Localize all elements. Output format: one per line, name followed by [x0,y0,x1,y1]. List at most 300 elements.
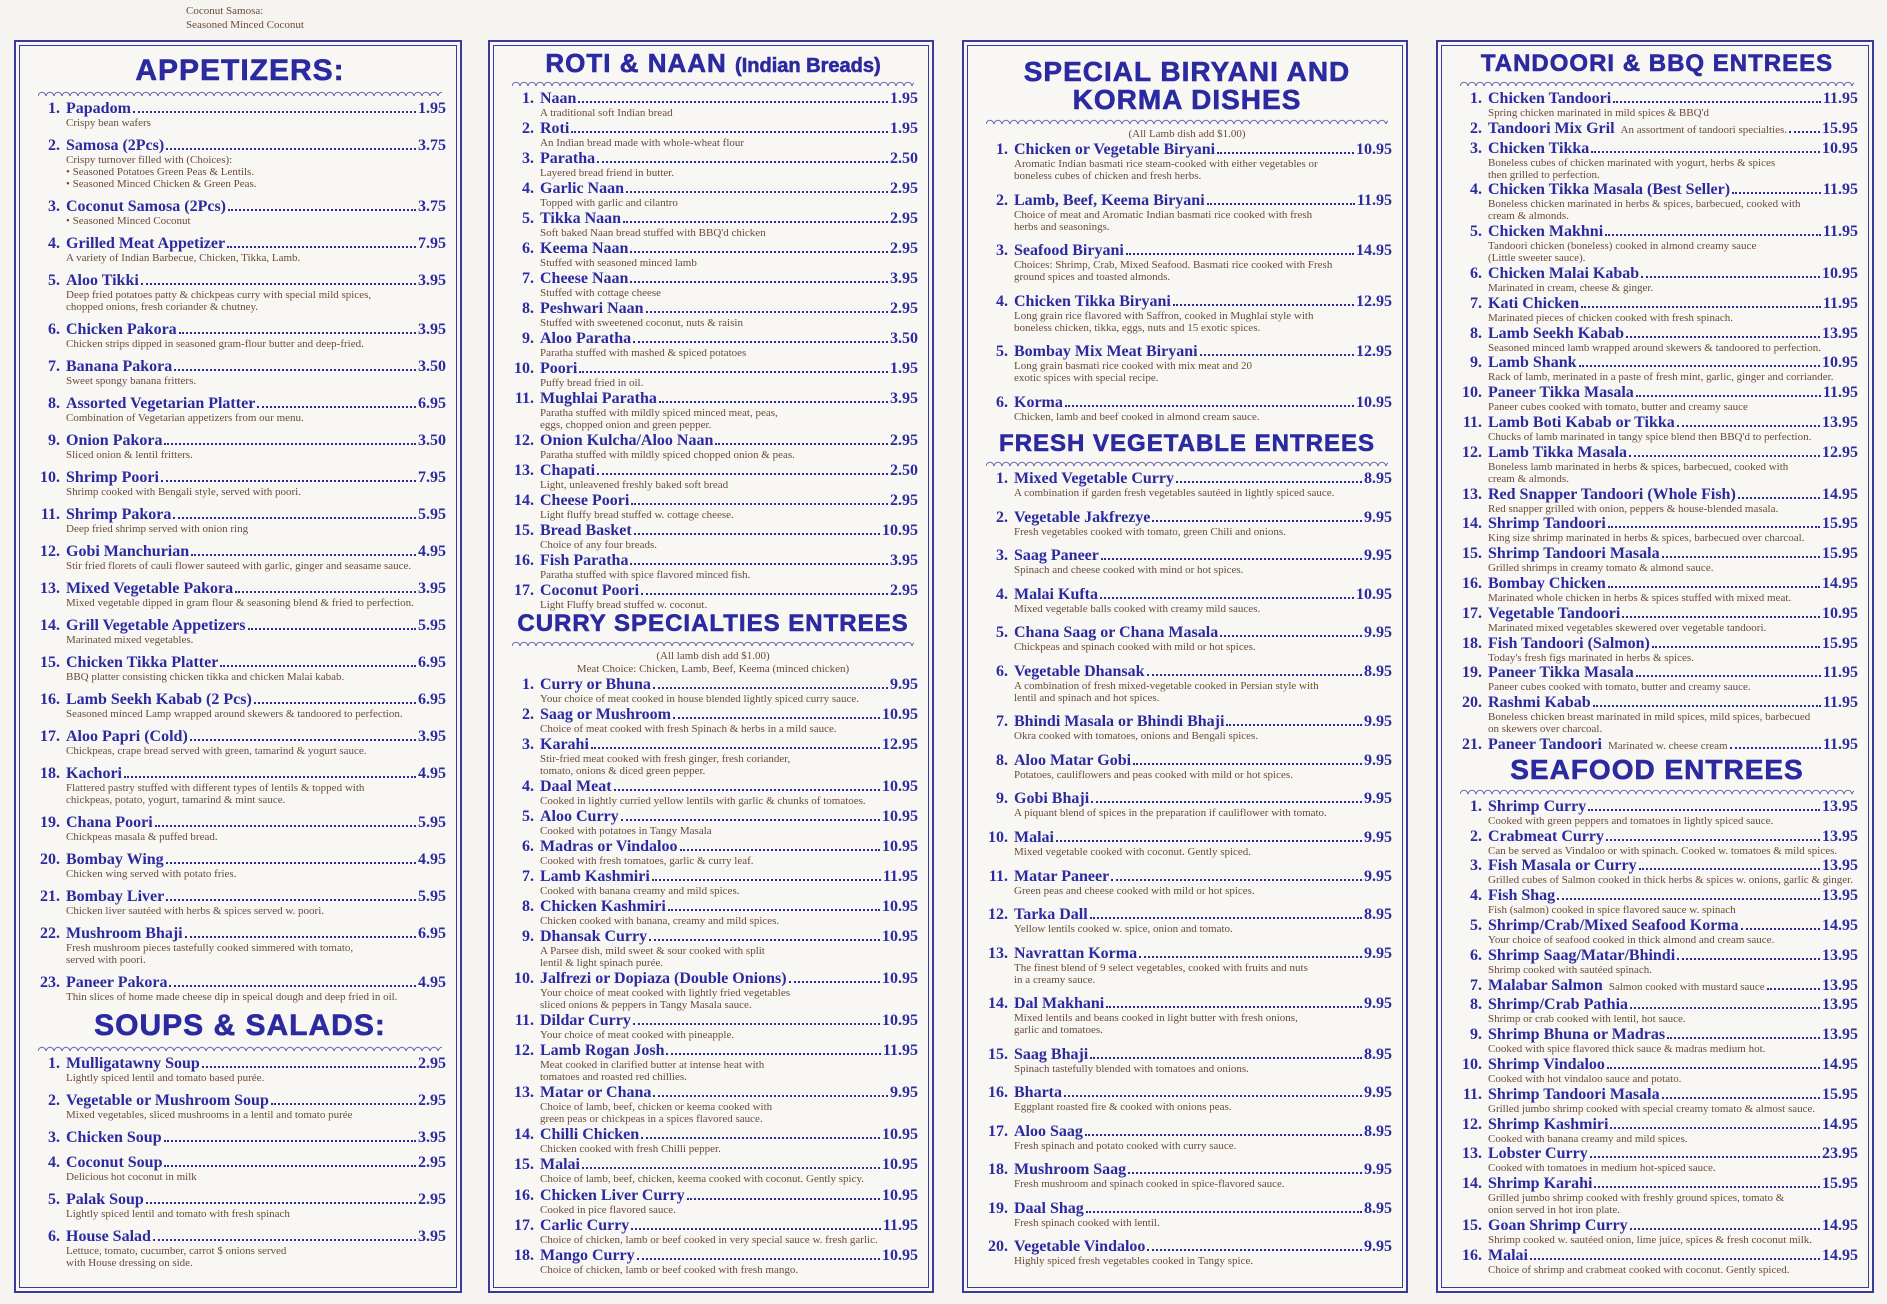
menu-item [1456,1217,1858,1246]
item-name: Chicken Makhni [1488,223,1604,241]
item-price: 13.95 [1822,324,1858,342]
menu-item [34,888,446,917]
item-number: 13. [514,1084,534,1102]
item-description: Seasoned minced lamb wrapped around skewers & tandoored to perfection. [1488,341,1821,354]
item-description: chickpeas, potato, yogurt, tamarind & mint sauce. [66,794,286,806]
menu-item-row [34,432,446,449]
item-name: Malai [1014,828,1054,846]
item-price: 3.50 [418,358,446,375]
menu-item-row [1456,977,1858,996]
item-description: Fresh mushroom pieces tastefully cooked simmered with tomato, [66,942,354,954]
menu-item [508,120,918,149]
section-title [508,50,918,76]
menu-item [508,270,918,299]
dot-leader [1594,1186,1820,1188]
item-price: 12.95 [1356,343,1392,361]
item-number: 7. [996,713,1008,731]
item-description: Cooked with banana creamy and mild spices. [540,885,740,898]
item-number: 7. [48,358,60,375]
menu-item [1456,575,1858,604]
item-price: 2.95 [418,1092,446,1109]
menu-item [508,90,918,119]
item-name: Chicken or Vegetable Biryani [1014,141,1216,158]
item-name: Roti [540,120,570,138]
section-note: (All lamb dish add $1.00) [656,650,770,663]
item-name: Lamb Rogan Josh [540,1042,665,1060]
menu-item-row [982,470,1392,487]
item-price: 13.95 [1822,946,1858,964]
menu-item-row [34,851,446,868]
dot-leader [1147,1249,1362,1251]
item-description: sliced onions & peppers in Tangy Masala sauce. [540,999,752,1012]
menu-item-row [34,814,446,831]
item-name: Saag Paneer [1014,547,1099,565]
menu-item-row [982,868,1392,885]
item-number: 22. [40,925,60,942]
item-number: 17. [1462,604,1482,622]
item-number: 13. [988,944,1008,962]
item-name: Onion Kulcha/Aloo Naan [540,432,714,450]
item-description: A Parsee dish, mild sweet & sour cooked with split [540,945,765,958]
item-price: 10.95 [1822,354,1858,372]
item-price: 10.95 [882,1012,918,1030]
menu-item [1456,265,1858,294]
item-number: 16. [514,1186,534,1204]
item-description: Flattered pastry stuffed with different types of lentils & topped with [66,782,365,794]
item-price: 10.95 [882,970,918,988]
item-name: Chicken Malai Kabab [1488,264,1640,282]
menu-item-row [1456,223,1858,240]
menu-item-row [1456,635,1858,652]
dot-leader [1133,763,1362,765]
item-number: 5. [48,272,60,289]
item-number: 4. [48,1154,60,1171]
menu-item [982,1238,1392,1267]
item-description: An Indian bread made with whole-wheat flour [540,137,745,150]
menu-item [982,509,1392,538]
section-title [1456,52,1858,76]
dot-leader [578,101,888,103]
menu-item-row [508,240,918,257]
menu-item [982,713,1392,742]
menu-item-row [34,1191,446,1208]
item-name: House Salad [66,1228,151,1245]
item-price: 11.95 [882,1216,918,1234]
item-name: Bombay Wing [66,851,164,868]
item-name: Red Snapper Tandoori (Whole Fish) [1488,485,1736,503]
dot-leader [1636,675,1821,677]
item-number: 11. [40,506,60,523]
item-description: Choice of lamb, beef, chicken, keema cooked with coconut. Gently spicy. [540,1173,864,1186]
dot-leader [631,1228,881,1230]
item-name: Malai [1488,1246,1528,1264]
item-number: 6. [1470,264,1482,282]
item-description: Puffy bread fried in oil. [540,377,644,390]
item-description: garlic and tomatoes. [1014,1024,1103,1037]
item-number: 4. [1470,181,1482,199]
menu-item-row [508,1217,918,1234]
item-name: Aloo Matar Gobi [1014,751,1132,769]
dot-leader [1200,354,1354,356]
item-description: Your choice of meat cooked with lightly fried vegetables [540,987,790,1000]
item-name: Aloo Curry [540,808,619,826]
menu-item [1456,1086,1858,1115]
item-price: 2.95 [890,432,918,450]
item-number: 3. [48,1129,60,1146]
item-description: Your choice of meat cooked in house blended lightly spiced curry sauce. [540,693,860,706]
menu-item [508,390,918,431]
item-price: 2.95 [890,210,918,228]
menu-item-row [508,1012,918,1029]
item-description: Cooked in pice flavored sauce. [540,1203,676,1216]
menu-item [34,100,446,129]
item-price: 10.95 [882,522,918,540]
item-name: Bread Basket [540,522,632,540]
menu-item [508,808,918,837]
item-price: 5.95 [418,814,446,831]
menu-item-row [34,1092,446,1109]
item-number: 7. [1470,976,1482,994]
item-description: then grilled to perfection. [1488,168,1600,181]
item-name: Chicken Soup [66,1129,162,1146]
menu-item-row [982,713,1392,730]
wave-divider [38,88,442,96]
item-description: King size shrimp marinated in herbs & spices, barbecued over charcoal. [1488,532,1805,545]
item-price: 14.95 [1822,1246,1858,1264]
menu-item-row [34,358,446,375]
item-description: on skewers over charcoal. [1488,723,1603,736]
item-number: 5. [1470,916,1482,934]
item-name: Rashmi Kabab [1488,694,1591,712]
menu-item-row [508,1156,918,1173]
item-name: Fish Masala or Curry [1488,857,1637,875]
item-description: Shrimp cooked with Bengali style, served with poori. [66,486,301,498]
dot-leader [646,311,888,313]
item-number: 3. [1470,857,1482,875]
item-name: Dildar Curry [540,1012,631,1030]
dot-leader [641,1137,880,1139]
item-description: Light fluffy bread stuffed w. cottage cheese. [540,509,734,522]
menu-item-row [508,838,918,855]
section-title [508,612,918,636]
section-title [1456,753,1858,785]
menu-item-row [34,691,446,708]
item-description: Lightly spiced lentil and tomato based purée. [66,1072,265,1084]
menu-item-row [508,90,918,107]
section-title-text: SPECIAL BIRYANI AND KORMA DISHES [1023,56,1351,115]
menu-item-row [1456,1247,1858,1264]
item-name: Matar or Chana [540,1084,652,1102]
item-description: Meat cooked in clarified butter at intense heat with [540,1059,765,1072]
menu-item [982,1123,1392,1152]
item-number: 2. [48,1092,60,1109]
item-description: Choice of meat and Aromatic Indian basmati rice cooked with fresh [1014,208,1313,221]
item-name: Samosa (2Pcs) [66,137,165,154]
dot-leader [680,849,881,851]
menu-item [1456,515,1858,544]
item-number: 15. [1462,545,1482,563]
item-price: 6.95 [418,691,446,708]
item-name: Dhansak Curry [540,928,648,946]
item-name: Garlic Naan [540,180,624,198]
item-number: 5. [996,624,1008,642]
item-number: 8. [522,300,534,318]
menu-item-row [982,1046,1392,1063]
item-number: 7. [522,868,534,886]
dot-leader [1613,101,1821,103]
item-number: 2. [48,137,60,154]
item-number: 8. [522,898,534,916]
dot-leader [271,1103,416,1105]
item-number: 15. [40,654,60,671]
menu-item [982,343,1392,384]
menu-item-row [982,394,1392,411]
item-description: Soft baked Naan bread stuffed with BBQ'd chicken [540,227,766,240]
item-number: 6. [48,1228,60,1245]
menu-item-row [34,100,446,117]
wave-divider [986,458,1388,466]
menu-item-row [34,1154,446,1171]
menu-item [1456,605,1858,634]
menu-item-row [982,1123,1392,1140]
menu-item [982,663,1392,704]
item-price: 15.95 [1822,515,1858,533]
item-price: 6.95 [418,925,446,942]
item-name: Banana Pakora [66,358,173,375]
item-description: Spinach tastefully blended with tomatoes and onions. [1014,1062,1249,1075]
menu-item [982,242,1392,283]
menu-item-row [1456,414,1858,431]
menu-item-row [1456,605,1858,622]
item-description: Layered bread friend in butter. [540,167,675,180]
item-name: Mango Curry [540,1246,635,1264]
dot-leader [653,1095,888,1097]
item-price: 1.95 [890,120,918,138]
item-description: Paratha stuffed with mashed & spiced potatoes [540,347,747,360]
item-price: 15.95 [1822,634,1858,652]
dot-leader [1591,151,1820,153]
item-name: Shrimp Poori [66,469,159,486]
menu-item-row [508,1247,918,1264]
item-number: 12. [1462,443,1482,461]
menu-item [1456,694,1858,735]
item-name: Tandoori Mix Gril [1488,119,1615,137]
item-number: 13. [514,462,534,480]
item-name: Lamb, Beef, Keema Biryani [1014,191,1205,209]
item-description: Mixed vegetable balls cooked with creamy mild sauces. [1014,602,1261,615]
menu-item-row [1456,181,1858,198]
item-description: Highly spiced fresh vegetables cooked in Tangy spice. [1014,1255,1254,1268]
dot-leader [190,739,416,741]
item-number: 18. [988,1161,1008,1179]
menu-item-row [982,547,1392,564]
item-name: Vegetable Dhansak [1014,662,1145,680]
menu-item [1456,223,1858,264]
item-name: Shrimp Vindaloo [1488,1055,1605,1073]
item-description: Cooked with potatoes in Tangy Masala [540,825,712,838]
item-description: Choice of any four breads. [540,539,657,552]
item-description: Paratha stuffed with mildly spiced chopped onion & peas. [540,449,795,462]
menu-column-2 [488,40,934,1293]
section-title-text: FRESH VEGETABLE ENTREES [999,430,1375,458]
menu-item [34,654,446,683]
menu-item-row [34,765,446,782]
dot-leader [653,687,888,689]
menu-item-row [34,1055,446,1072]
item-description: A combination if garden fresh vegetables sautéed in lightly spiced sauce. [1014,487,1335,500]
item-description: Light Fluffy bread stuffed w. coconut. [540,599,708,612]
menu-item [508,676,918,705]
dot-leader [1593,705,1821,707]
menu-item-row [982,1238,1392,1255]
item-price: 10.95 [1356,393,1392,411]
item-description: Cooked with spice flavored thick sauce & madras medium hot. [1488,1043,1766,1056]
menu-item-row [1456,996,1858,1013]
dot-leader [1090,917,1362,919]
item-number: 14. [514,1126,534,1144]
item-description: Stir fried florets of cauli flower sauteed with garlic, ginger and seasame sauce. [66,560,412,572]
section-title-text: ROTI & NAAN [545,48,727,78]
item-name: Vegetable or Mushroom Soup [66,1092,269,1109]
item-price: 11.95 [882,868,918,886]
section-note: Meat Choice: Chicken, Lamb, Beef, Keema (minced chicken) [576,663,850,676]
item-name: Tarka Dall [1014,906,1088,924]
item-number: 13. [1462,1145,1482,1163]
dot-leader [1588,809,1820,811]
item-number: 11. [1462,413,1482,431]
item-number: 17. [40,728,60,745]
item-number: 2. [522,120,534,138]
menu-item-row [982,343,1392,360]
menu-item [982,945,1392,986]
item-number: 16. [1462,574,1482,592]
top-note-line: Coconut Samosa: [186,5,264,17]
menu-item [508,868,918,897]
menu-item [1456,736,1858,755]
dot-leader [1652,646,1820,648]
item-price: 13.95 [1822,827,1858,845]
dot-leader [1610,1127,1820,1129]
menu-item [982,394,1392,423]
item-number: 17. [988,1122,1008,1140]
item-description: Shrimp or crab cooked with lentil, hot sauce. [1488,1013,1686,1026]
top-note [186,4,304,32]
dot-leader [1147,674,1362,676]
menu-item [508,1217,918,1246]
item-price: 8.95 [1364,662,1392,680]
menu-item [34,321,446,350]
item-price: 11.95 [1822,294,1858,312]
item-price: 10.95 [882,928,918,946]
menu-item [508,838,918,867]
menu-item-row [34,888,446,905]
menu-item-row [508,120,918,137]
menu-item [1456,798,1858,827]
item-name: Kati Chicken [1488,294,1580,312]
menu-item-row [508,1042,918,1059]
item-price: 10.95 [882,898,918,916]
menu-item [1456,664,1858,693]
section-title-text: SOUPS & SALADS: [94,1009,386,1042]
item-description: Grilled shrimps in creamy tomato & almond sauce. [1488,562,1714,575]
item-description: Combination of Vegetarian appetizers from our menu. [66,412,304,424]
menu-item-row [1456,354,1858,371]
item-price: 5.95 [418,617,446,634]
dot-leader [1662,1097,1820,1099]
item-number: 2. [996,508,1008,526]
item-description: Paneer cubes cooked with tomato, butter and creamy sauce [1488,401,1748,414]
item-description: Grilled cubes of Salmon cooked in thick herbs & spices w. onions, garlic & ginger. [1488,874,1853,887]
menu-item-row [1456,917,1858,934]
menu-item [508,492,918,521]
menu-item-row [34,580,446,597]
item-description: Spinach and cheese cooked with mind or hot spices. [1014,564,1244,577]
item-number: 14. [514,492,534,510]
item-number: 7. [522,270,534,288]
item-number: 12. [40,543,60,560]
item-description: Boneless cubes of chicken marinated with yogurt, herbs & spices [1488,156,1776,169]
item-number: 18. [514,1246,534,1264]
item-price: 5.95 [418,888,446,905]
item-number: 1. [1470,90,1482,107]
dot-leader [155,825,416,827]
item-description: Mixed lentils and beans cooked in light butter with fresh onions, [1014,1012,1298,1025]
item-name: Aloo Paratha [540,330,632,348]
dot-leader [582,1167,880,1169]
dot-leader [1086,1211,1362,1213]
menu-item-row [1456,295,1858,312]
menu-item [34,728,446,757]
menu-item-row [982,945,1392,962]
item-description: Potatoes, cauliflowers and peas cooked with mild or hot spices. [1014,768,1293,781]
item-name: Chana Saag or Chana Masala [1014,624,1219,642]
item-number: 6. [996,662,1008,680]
menu-column-4 [1436,40,1874,1293]
dot-leader [1767,988,1820,990]
item-number: 2. [996,191,1008,209]
item-name: Shrimp Tandoori Masala [1488,545,1660,563]
item-name: Matar Paneer [1014,867,1110,885]
item-name: Shrimp Karahi [1488,1175,1593,1193]
dot-leader [668,909,880,911]
dot-leader [623,221,888,223]
menu-item [1456,120,1858,139]
menu-item-row [34,654,446,671]
menu-item [34,617,446,646]
menu-item-row [508,330,918,347]
item-name: Shrimp Curry [1488,797,1587,815]
item-description: Cooked with fresh tomatoes, garlic & curry leaf. [540,855,754,868]
item-number: 12. [514,432,534,450]
item-name: Coconut Poori [540,582,640,600]
item-price: 15.95 [1822,119,1858,137]
item-number: 9. [1470,1026,1482,1044]
item-price: 10.95 [1822,139,1858,157]
item-description: Fresh vegetables cooked with tomato, green Chili and onions. [1014,525,1286,538]
dot-leader [1557,898,1820,900]
item-number: 4. [522,180,534,198]
item-description: cream & almonds. [1488,472,1569,485]
item-price: 3.95 [418,1129,446,1146]
menu-item [982,752,1392,781]
item-description: Stuffed with seasoned minced lamb [540,257,697,270]
item-number: 3. [522,736,534,754]
menu-item [34,1154,446,1183]
item-name: Lamb Shank [1488,354,1577,372]
menu-item-row [1456,947,1858,964]
dot-leader [124,776,416,778]
item-description: Today's fresh figs marinated in herbs & spices. [1488,651,1694,664]
